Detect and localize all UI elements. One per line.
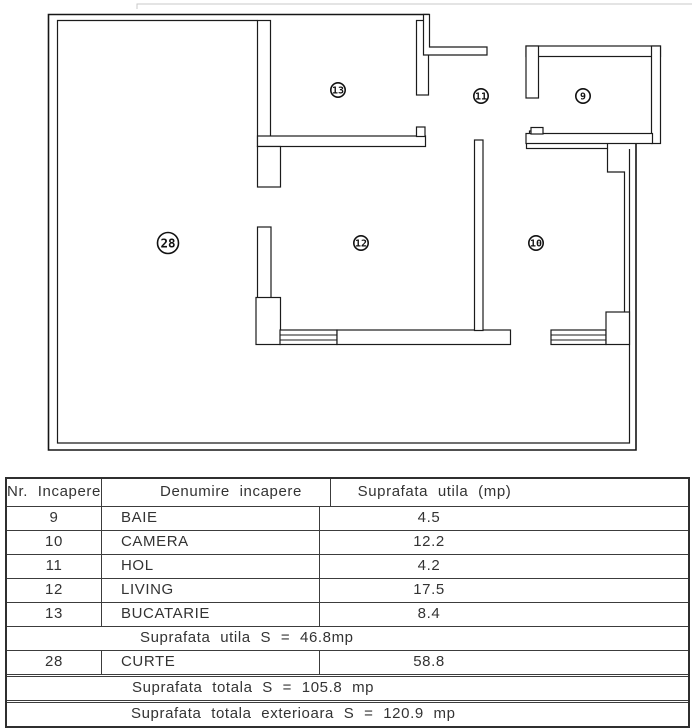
- cell-nr: 13: [45, 605, 63, 622]
- faint-boundary-line: [137, 4, 692, 9]
- table-row-curte: [7, 650, 688, 674]
- cell-nr: 9: [49, 509, 59, 526]
- table-row: [7, 554, 688, 578]
- header-nr-incapere: Nr. Incapere: [7, 483, 101, 500]
- wall-pier-upper: [258, 147, 281, 188]
- wall-r9-right: [652, 46, 661, 144]
- room-number-13: 13: [331, 85, 345, 97]
- wall-r9-top: [526, 46, 661, 57]
- wall-r13-left: [258, 21, 271, 147]
- cell-name: CURTE: [101, 651, 319, 674]
- header-suprafata: Suprafata utila (mp): [330, 479, 688, 506]
- table-header-row: [7, 479, 688, 506]
- cell-area: 4.5: [319, 507, 688, 530]
- wall-r13-doorstop: [417, 127, 426, 137]
- room-label-11: [474, 89, 488, 103]
- cell-nr: 10: [45, 533, 63, 550]
- cell-area: 4.2: [319, 555, 688, 578]
- cell-name: BUCATARIE: [101, 603, 319, 626]
- cell-nr: 11: [45, 557, 63, 574]
- table-row: [7, 506, 688, 530]
- cell-name: BAIE: [101, 507, 319, 530]
- room-label-28: [158, 233, 179, 254]
- table-row: [7, 602, 688, 626]
- room-number-10: 10: [529, 238, 543, 250]
- total-exterioara-row: Suprafata totala exterioara S = 120.9 mp: [7, 700, 688, 726]
- table-row: [7, 578, 688, 602]
- courtyard-boundary-outer: [49, 15, 637, 451]
- wall-r12-left: [258, 227, 272, 298]
- cell-name: LIVING: [101, 579, 319, 602]
- wall-r12-r10: [475, 140, 484, 331]
- cell-name: CAMERA: [101, 531, 319, 554]
- areas-table: [5, 477, 690, 728]
- cell-area: 58.8: [319, 651, 688, 674]
- cell-area: 17.5: [319, 579, 688, 602]
- cell-name: HOL: [101, 555, 319, 578]
- wall-se-step: [606, 312, 630, 345]
- cell-area: 12.2: [319, 531, 688, 554]
- cell-nr: 28: [45, 653, 63, 670]
- room-number-12: 12: [354, 238, 368, 250]
- room-label-10: [529, 236, 543, 250]
- wall-r9-pier: [526, 46, 539, 98]
- table-row: [7, 530, 688, 554]
- wall-r9-bottom: [526, 134, 653, 144]
- window-r12: [280, 330, 337, 345]
- cell-nr: 12: [45, 581, 63, 598]
- header-denumire: Denumire incapere: [101, 479, 330, 506]
- wall-r9-doorstop: [531, 128, 543, 135]
- subtotal-utila-row: Suprafata utila S = 46.8mp: [7, 626, 688, 650]
- courtyard-boundary-inner: [58, 21, 630, 444]
- window-r10: [551, 330, 606, 345]
- room-label-12: [354, 236, 368, 250]
- room-number-9: 9: [579, 91, 587, 103]
- total-row: Suprafata totala S = 105.8 mp: [7, 674, 688, 700]
- room-label-9: [576, 89, 590, 103]
- room-number-11: 11: [474, 91, 488, 103]
- wall-pier-sw: [256, 298, 281, 345]
- wall-hol-step: [424, 15, 488, 56]
- room-number-28: 28: [160, 235, 176, 251]
- wall-r10-right-inner: [608, 149, 625, 313]
- wall-r12-bottom: [337, 330, 511, 345]
- cell-area: 8.4: [319, 603, 688, 626]
- room-label-13: [331, 83, 345, 97]
- wall-r13-bottom: [258, 136, 426, 147]
